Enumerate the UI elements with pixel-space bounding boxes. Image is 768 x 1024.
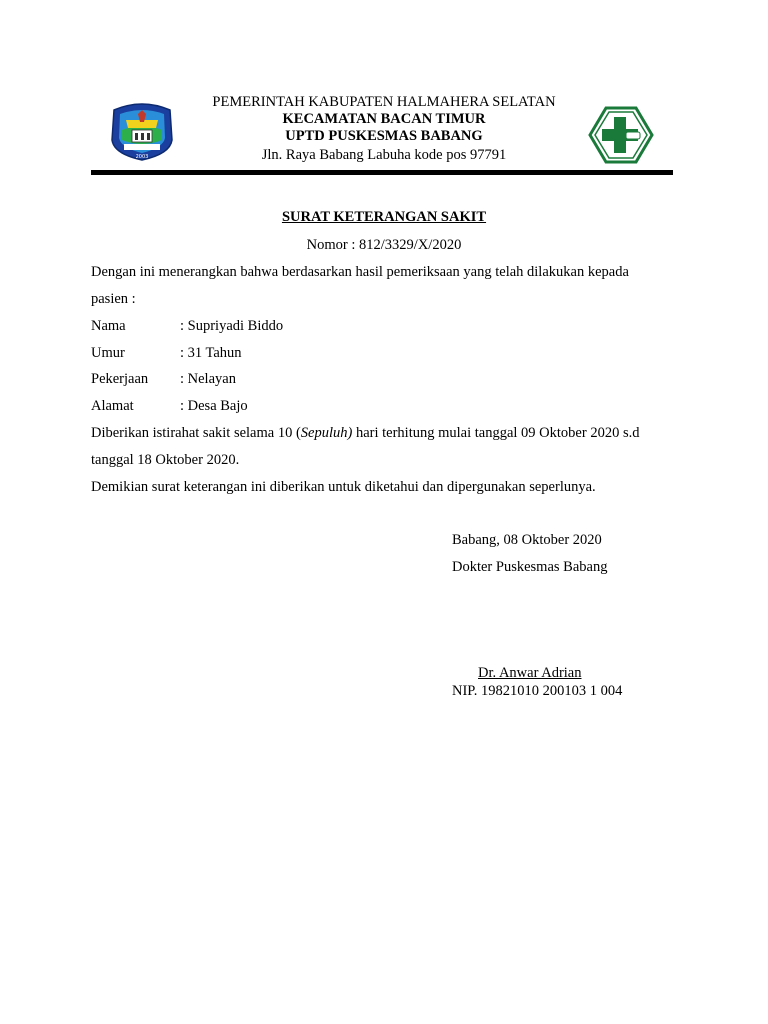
rest-period-line-2: tanggal 18 Oktober 2020. — [91, 452, 240, 468]
field-label-alamat: Alamat — [91, 398, 134, 414]
intro-line-2: pasien : — [91, 291, 136, 307]
signature-position: Dokter Puskesmas Babang — [452, 559, 608, 575]
field-label-pekerjaan: Pekerjaan — [91, 371, 149, 387]
rest-text-part-2: hari terhitung mulai tanggal 09 Oktober 2020 s.d — [352, 425, 640, 441]
header-divider — [91, 170, 673, 175]
svg-text:2003: 2003 — [135, 154, 149, 160]
rest-period-line-1 — [91, 425, 639, 442]
header-government: PEMERINTAH KABUPATEN HALMAHERA SELATAN — [212, 94, 556, 110]
field-value-nama: : Supriyadi Biddo — [180, 318, 284, 334]
field-value-pekerjaan: : Nelayan — [180, 371, 236, 387]
signature-name: Dr. Anwar Adrian — [478, 665, 582, 681]
rest-text-italic: Sepuluh) — [300, 425, 353, 441]
field-label-nama: Nama — [91, 318, 126, 334]
field-value-alamat: : Desa Bajo — [180, 398, 248, 414]
signature-nip: NIP. 19821010 200103 1 004 — [452, 683, 623, 699]
document-title: SURAT KETERANGAN SAKIT — [281, 209, 487, 225]
signature-place-date: Babang, 08 Oktober 2020 — [452, 532, 602, 548]
field-value-umur: : 31 Tahun — [180, 345, 242, 361]
rest-text-part-1: Diberikan istirahat sakit selama 10 ( — [91, 425, 301, 441]
halmahera-selatan-emblem-icon — [108, 100, 176, 162]
puskesmas-logo-icon — [588, 106, 654, 164]
header-district: KECAMATAN BACAN TIMUR — [282, 111, 486, 127]
document-number: Nomor : 812/3329/X/2020 — [306, 237, 462, 253]
field-label-umur: Umur — [91, 345, 125, 361]
intro-line-1: Dengan ini menerangkan bahwa berdasarkan hasil pemeriksaan yang telah dilakukan kepada — [91, 264, 629, 280]
closing-statement: Demikian surat keterangan ini diberikan untuk diketahui dan dipergunakan seperlunya. — [91, 479, 596, 495]
header-institution: UPTD PUSKESMAS BABANG — [285, 128, 483, 144]
header-address: Jln. Raya Babang Labuha kode pos 97791 — [261, 147, 507, 163]
